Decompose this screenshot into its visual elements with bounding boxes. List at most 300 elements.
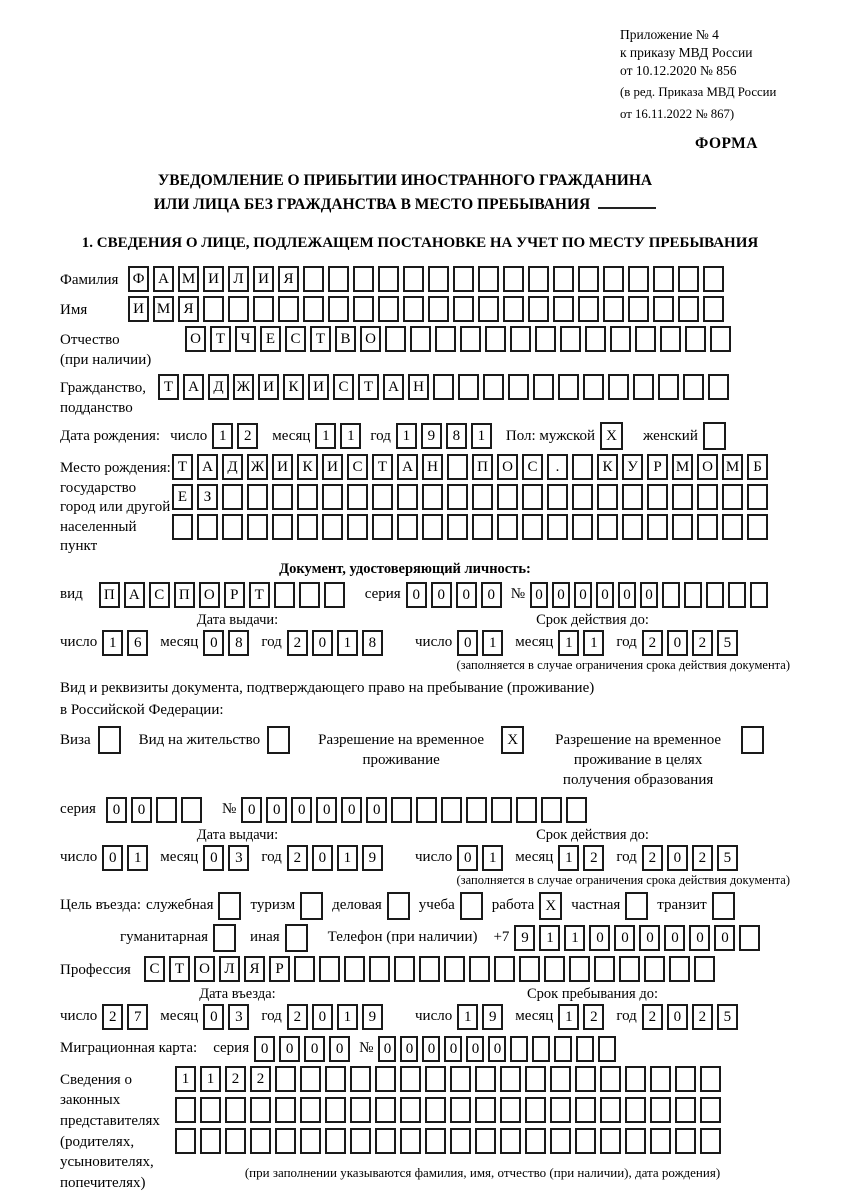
char-box[interactable] (532, 1036, 550, 1062)
char-box[interactable]: 1 (583, 630, 604, 656)
char-box[interactable] (347, 514, 368, 540)
char-box[interactable] (497, 514, 518, 540)
char-box[interactable] (428, 266, 449, 292)
char-box[interactable]: 0 (378, 1036, 396, 1062)
char-box[interactable] (483, 374, 504, 400)
char-box[interactable]: 0 (444, 1036, 462, 1062)
char-box[interactable]: 2 (642, 1004, 663, 1030)
char-box[interactable]: Т (249, 582, 270, 608)
char-box[interactable] (619, 956, 640, 982)
char-box[interactable] (300, 1128, 321, 1154)
char-box[interactable] (175, 1097, 196, 1123)
char-box[interactable]: И (128, 296, 149, 322)
char-box[interactable] (435, 326, 456, 352)
char-box[interactable] (625, 1066, 646, 1092)
char-box[interactable] (700, 1128, 721, 1154)
char-box[interactable] (353, 296, 374, 322)
char-box[interactable] (372, 514, 393, 540)
char-box[interactable]: 1 (340, 423, 361, 449)
char-box[interactable] (325, 1128, 346, 1154)
char-box[interactable] (450, 1128, 471, 1154)
char-box[interactable] (722, 484, 743, 510)
char-box[interactable] (218, 892, 241, 920)
char-box[interactable]: Е (260, 326, 281, 352)
char-box[interactable]: Б (747, 454, 768, 480)
char-box[interactable]: 2 (237, 423, 258, 449)
char-box[interactable] (403, 296, 424, 322)
char-box[interactable]: 2 (692, 1004, 713, 1030)
char-box[interactable] (625, 892, 648, 920)
char-box[interactable]: А (124, 582, 145, 608)
char-box[interactable] (400, 1066, 421, 1092)
char-box[interactable] (197, 514, 218, 540)
char-box[interactable] (303, 266, 324, 292)
char-box[interactable]: 1 (337, 630, 358, 656)
char-box[interactable]: О (360, 326, 381, 352)
char-box[interactable]: М (672, 454, 693, 480)
char-box[interactable] (250, 1097, 271, 1123)
char-box[interactable]: Т (210, 326, 231, 352)
char-box[interactable] (635, 326, 656, 352)
char-box[interactable]: 0 (667, 630, 688, 656)
char-box[interactable]: Д (222, 454, 243, 480)
char-box[interactable] (267, 726, 290, 754)
char-box[interactable] (525, 1128, 546, 1154)
char-box[interactable]: 0 (203, 845, 224, 871)
char-box[interactable]: И (308, 374, 329, 400)
char-box[interactable]: И (253, 266, 274, 292)
char-box[interactable] (547, 484, 568, 510)
char-box[interactable]: 0 (312, 845, 333, 871)
char-box[interactable]: К (283, 374, 304, 400)
char-box[interactable] (675, 1097, 696, 1123)
char-box[interactable]: 2 (102, 1004, 123, 1030)
char-box[interactable] (478, 266, 499, 292)
char-box[interactable]: 0 (316, 797, 337, 823)
char-box[interactable] (98, 726, 121, 754)
char-box[interactable] (322, 484, 343, 510)
char-box[interactable] (650, 1066, 671, 1092)
char-box[interactable] (550, 1128, 571, 1154)
char-box[interactable]: 0 (667, 845, 688, 871)
char-box[interactable] (433, 374, 454, 400)
char-box[interactable]: 8 (362, 630, 383, 656)
char-box[interactable]: 0 (614, 925, 635, 951)
char-box[interactable]: Ф (128, 266, 149, 292)
char-box[interactable]: М (722, 454, 743, 480)
char-box[interactable] (662, 582, 680, 608)
char-box[interactable]: С (333, 374, 354, 400)
char-box[interactable]: 1 (457, 1004, 478, 1030)
char-box[interactable]: А (183, 374, 204, 400)
char-box[interactable] (500, 1066, 521, 1092)
char-box[interactable] (200, 1097, 221, 1123)
char-box[interactable]: 2 (642, 630, 663, 656)
char-box[interactable]: 0 (589, 925, 610, 951)
char-box[interactable]: 1 (482, 630, 503, 656)
char-box[interactable] (575, 1066, 596, 1092)
char-box[interactable]: Н (408, 374, 429, 400)
char-box[interactable] (303, 296, 324, 322)
char-box[interactable] (375, 1097, 396, 1123)
char-box[interactable] (678, 266, 699, 292)
char-box[interactable]: 0 (530, 582, 548, 608)
char-box[interactable]: X (501, 726, 524, 754)
char-box[interactable] (703, 266, 724, 292)
char-box[interactable] (575, 1097, 596, 1123)
char-box[interactable] (535, 326, 556, 352)
char-box[interactable] (475, 1066, 496, 1092)
char-box[interactable] (544, 956, 565, 982)
char-box[interactable] (503, 266, 524, 292)
char-box[interactable] (608, 374, 629, 400)
char-box[interactable] (660, 326, 681, 352)
char-box[interactable] (397, 484, 418, 510)
char-box[interactable] (375, 1066, 396, 1092)
char-box[interactable] (547, 514, 568, 540)
char-box[interactable]: 1 (539, 925, 560, 951)
char-box[interactable]: 0 (466, 1036, 484, 1062)
char-box[interactable] (369, 956, 390, 982)
char-box[interactable]: С (347, 454, 368, 480)
char-box[interactable] (700, 1066, 721, 1092)
char-box[interactable] (633, 374, 654, 400)
char-box[interactable] (603, 296, 624, 322)
char-box[interactable]: 1 (127, 845, 148, 871)
char-box[interactable] (644, 956, 665, 982)
char-box[interactable] (328, 296, 349, 322)
char-box[interactable] (172, 514, 193, 540)
char-box[interactable] (554, 1036, 572, 1062)
char-box[interactable] (694, 956, 715, 982)
char-box[interactable] (416, 797, 437, 823)
char-box[interactable] (533, 374, 554, 400)
char-box[interactable] (697, 514, 718, 540)
char-box[interactable] (658, 374, 679, 400)
char-box[interactable]: Н (422, 454, 443, 480)
char-box[interactable] (722, 514, 743, 540)
char-box[interactable]: 0 (457, 630, 478, 656)
char-box[interactable]: 0 (714, 925, 735, 951)
char-box[interactable] (466, 797, 487, 823)
char-box[interactable]: 0 (596, 582, 614, 608)
char-box[interactable]: Я (278, 266, 299, 292)
char-box[interactable] (228, 296, 249, 322)
char-box[interactable] (747, 514, 768, 540)
char-box[interactable]: 0 (689, 925, 710, 951)
char-box[interactable]: 1 (564, 925, 585, 951)
char-box[interactable] (703, 296, 724, 322)
char-box[interactable] (628, 296, 649, 322)
char-box[interactable] (353, 266, 374, 292)
char-box[interactable]: П (174, 582, 195, 608)
char-box[interactable]: 1 (315, 423, 336, 449)
char-box[interactable] (747, 484, 768, 510)
char-box[interactable] (299, 582, 320, 608)
char-box[interactable] (400, 1128, 421, 1154)
char-box[interactable] (453, 266, 474, 292)
char-box[interactable]: 2 (692, 630, 713, 656)
char-box[interactable]: 5 (717, 630, 738, 656)
char-box[interactable] (500, 1128, 521, 1154)
char-box[interactable] (650, 1128, 671, 1154)
char-box[interactable] (394, 956, 415, 982)
char-box[interactable]: О (497, 454, 518, 480)
char-box[interactable]: Р (647, 454, 668, 480)
char-box[interactable] (575, 1128, 596, 1154)
char-box[interactable] (300, 892, 323, 920)
char-box[interactable]: М (153, 296, 174, 322)
char-box[interactable] (378, 296, 399, 322)
char-box[interactable] (213, 924, 236, 952)
char-box[interactable]: 9 (362, 845, 383, 871)
char-box[interactable]: 0 (266, 797, 287, 823)
char-box[interactable] (328, 266, 349, 292)
char-box[interactable] (297, 484, 318, 510)
char-box[interactable] (378, 266, 399, 292)
char-box[interactable] (344, 956, 365, 982)
char-box[interactable]: 1 (558, 1004, 579, 1030)
char-box[interactable]: С (149, 582, 170, 608)
char-box[interactable] (712, 892, 735, 920)
char-box[interactable]: 1 (471, 423, 492, 449)
char-box[interactable] (522, 514, 543, 540)
char-box[interactable]: 0 (664, 925, 685, 951)
char-box[interactable]: К (297, 454, 318, 480)
char-box[interactable]: Т (172, 454, 193, 480)
char-box[interactable] (491, 797, 512, 823)
char-box[interactable] (610, 326, 631, 352)
char-box[interactable]: О (199, 582, 220, 608)
char-box[interactable]: И (272, 454, 293, 480)
char-box[interactable] (458, 374, 479, 400)
char-box[interactable]: 3 (228, 845, 249, 871)
char-box[interactable] (460, 892, 483, 920)
char-box[interactable] (275, 1097, 296, 1123)
char-box[interactable]: П (99, 582, 120, 608)
char-box[interactable] (510, 1036, 528, 1062)
char-box[interactable] (672, 514, 693, 540)
char-box[interactable]: Л (228, 266, 249, 292)
char-box[interactable] (372, 484, 393, 510)
char-box[interactable]: Ж (247, 454, 268, 480)
char-box[interactable] (503, 296, 524, 322)
char-box[interactable]: 2 (287, 630, 308, 656)
char-box[interactable] (453, 296, 474, 322)
char-box[interactable] (422, 484, 443, 510)
char-box[interactable] (385, 326, 406, 352)
char-box[interactable] (497, 484, 518, 510)
char-box[interactable]: 5 (717, 1004, 738, 1030)
char-box[interactable]: 1 (337, 845, 358, 871)
char-box[interactable]: 0 (639, 925, 660, 951)
char-box[interactable] (653, 296, 674, 322)
char-box[interactable] (672, 484, 693, 510)
char-box[interactable] (275, 1066, 296, 1092)
char-box[interactable]: 2 (583, 845, 604, 871)
char-box[interactable] (585, 326, 606, 352)
char-box[interactable] (566, 797, 587, 823)
char-box[interactable]: . (547, 454, 568, 480)
char-box[interactable] (583, 374, 604, 400)
char-box[interactable] (750, 582, 768, 608)
char-box[interactable]: Р (224, 582, 245, 608)
char-box[interactable]: 0 (203, 1004, 224, 1030)
char-box[interactable] (510, 326, 531, 352)
char-box[interactable] (728, 582, 746, 608)
char-box[interactable] (425, 1066, 446, 1092)
char-box[interactable]: 0 (203, 630, 224, 656)
char-box[interactable]: 9 (514, 925, 535, 951)
char-box[interactable]: 0 (312, 630, 333, 656)
char-box[interactable] (294, 956, 315, 982)
char-box[interactable] (597, 484, 618, 510)
char-box[interactable]: Т (372, 454, 393, 480)
char-box[interactable] (594, 956, 615, 982)
char-box[interactable] (700, 1097, 721, 1123)
char-box[interactable]: 2 (287, 1004, 308, 1030)
char-box[interactable]: 9 (362, 1004, 383, 1030)
char-box[interactable] (600, 1128, 621, 1154)
char-box[interactable]: 0 (640, 582, 658, 608)
char-box[interactable] (647, 514, 668, 540)
char-box[interactable] (222, 484, 243, 510)
char-box[interactable]: 0 (279, 1036, 300, 1062)
char-box[interactable]: М (178, 266, 199, 292)
char-box[interactable] (519, 956, 540, 982)
char-box[interactable] (528, 296, 549, 322)
char-box[interactable] (475, 1128, 496, 1154)
char-box[interactable]: 0 (366, 797, 387, 823)
char-box[interactable]: Я (178, 296, 199, 322)
char-box[interactable] (460, 326, 481, 352)
char-box[interactable] (444, 956, 465, 982)
char-box[interactable] (703, 422, 726, 450)
char-box[interactable] (741, 726, 764, 754)
char-box[interactable]: 0 (241, 797, 262, 823)
char-box[interactable] (391, 797, 412, 823)
char-box[interactable] (578, 296, 599, 322)
char-box[interactable]: Т (158, 374, 179, 400)
char-box[interactable] (222, 514, 243, 540)
char-box[interactable] (478, 296, 499, 322)
char-box[interactable]: А (397, 454, 418, 480)
char-box[interactable] (472, 514, 493, 540)
char-box[interactable] (528, 266, 549, 292)
char-box[interactable] (650, 1097, 671, 1123)
char-box[interactable] (669, 956, 690, 982)
char-box[interactable] (387, 892, 410, 920)
char-box[interactable]: Ж (233, 374, 254, 400)
char-box[interactable]: X (539, 892, 562, 920)
char-box[interactable] (447, 484, 468, 510)
char-box[interactable]: 0 (304, 1036, 325, 1062)
char-box[interactable] (300, 1097, 321, 1123)
char-box[interactable] (553, 296, 574, 322)
char-box[interactable] (578, 266, 599, 292)
char-box[interactable] (469, 956, 490, 982)
char-box[interactable] (494, 956, 515, 982)
char-box[interactable]: 8 (446, 423, 467, 449)
char-box[interactable]: О (194, 956, 215, 982)
char-box[interactable]: 0 (552, 582, 570, 608)
char-box[interactable] (325, 1097, 346, 1123)
char-box[interactable] (247, 484, 268, 510)
char-box[interactable] (558, 374, 579, 400)
char-box[interactable] (250, 1128, 271, 1154)
char-box[interactable]: 1 (102, 630, 123, 656)
char-box[interactable]: 0 (131, 797, 152, 823)
char-box[interactable]: Т (358, 374, 379, 400)
char-box[interactable] (572, 454, 593, 480)
char-box[interactable] (598, 1036, 616, 1062)
char-box[interactable] (274, 582, 295, 608)
char-box[interactable] (375, 1128, 396, 1154)
char-box[interactable] (200, 1128, 221, 1154)
char-box[interactable] (550, 1066, 571, 1092)
char-box[interactable] (441, 797, 462, 823)
char-box[interactable]: 0 (457, 845, 478, 871)
char-box[interactable] (569, 956, 590, 982)
char-box[interactable]: Ч (235, 326, 256, 352)
char-box[interactable] (297, 514, 318, 540)
char-box[interactable]: 0 (667, 1004, 688, 1030)
char-box[interactable] (550, 1097, 571, 1123)
char-box[interactable] (500, 1097, 521, 1123)
char-box[interactable] (450, 1097, 471, 1123)
char-box[interactable] (675, 1128, 696, 1154)
char-box[interactable] (625, 1097, 646, 1123)
char-box[interactable]: 8 (228, 630, 249, 656)
char-box[interactable] (403, 266, 424, 292)
char-box[interactable]: О (697, 454, 718, 480)
char-box[interactable] (272, 484, 293, 510)
char-box[interactable] (685, 326, 706, 352)
char-box[interactable]: 7 (127, 1004, 148, 1030)
char-box[interactable] (622, 514, 643, 540)
char-box[interactable] (675, 1066, 696, 1092)
char-box[interactable]: Л (219, 956, 240, 982)
char-box[interactable] (739, 925, 760, 951)
char-box[interactable] (560, 326, 581, 352)
char-box[interactable] (175, 1128, 196, 1154)
char-box[interactable] (450, 1066, 471, 1092)
char-box[interactable] (300, 1066, 321, 1092)
char-box[interactable] (485, 326, 506, 352)
char-box[interactable] (225, 1128, 246, 1154)
char-box[interactable] (350, 1128, 371, 1154)
char-box[interactable] (410, 326, 431, 352)
char-box[interactable] (203, 296, 224, 322)
char-box[interactable] (181, 797, 202, 823)
char-box[interactable]: И (322, 454, 343, 480)
char-box[interactable]: 3 (228, 1004, 249, 1030)
char-box[interactable] (603, 266, 624, 292)
char-box[interactable]: Д (208, 374, 229, 400)
char-box[interactable]: К (597, 454, 618, 480)
char-box[interactable] (525, 1097, 546, 1123)
char-box[interactable] (553, 266, 574, 292)
char-box[interactable] (272, 514, 293, 540)
char-box[interactable] (597, 514, 618, 540)
char-box[interactable] (572, 514, 593, 540)
char-box[interactable]: 2 (692, 845, 713, 871)
char-box[interactable]: 2 (642, 845, 663, 871)
char-box[interactable] (684, 582, 702, 608)
char-box[interactable]: 0 (291, 797, 312, 823)
char-box[interactable]: П (472, 454, 493, 480)
char-box[interactable] (706, 582, 724, 608)
